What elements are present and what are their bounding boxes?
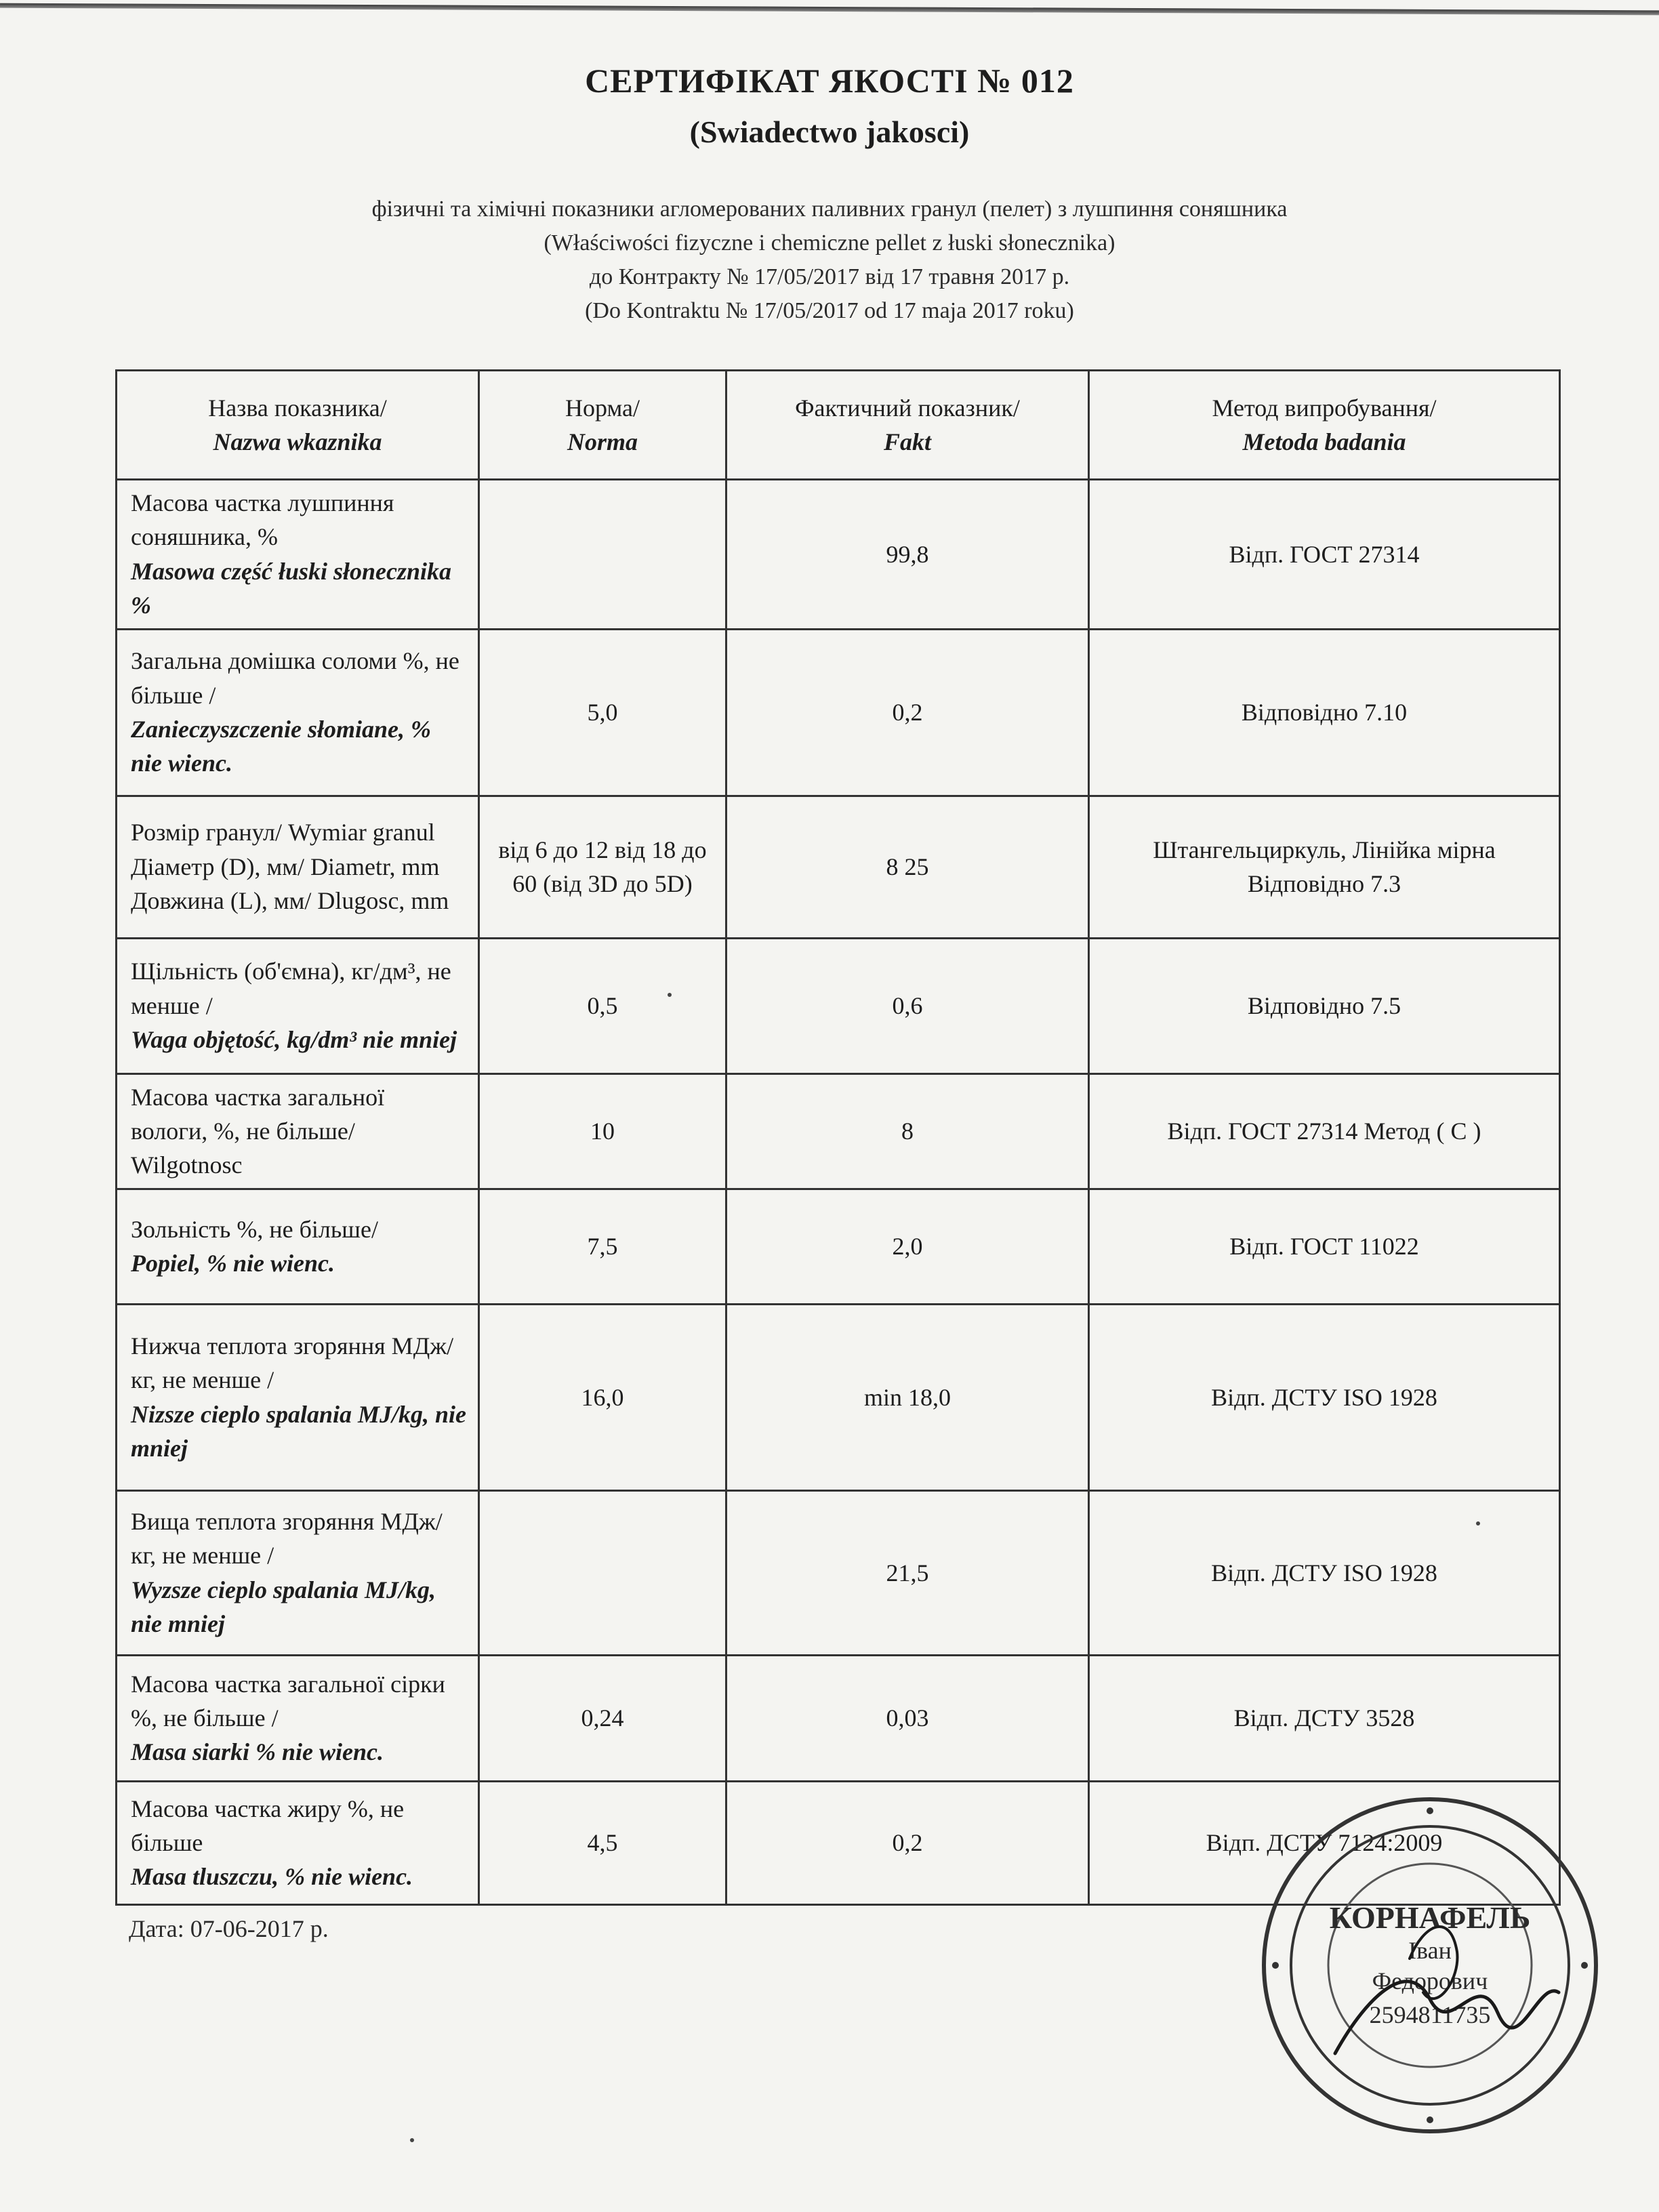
header-name: Назва показника/ Nazwa wkaznika <box>117 371 479 480</box>
table-row <box>117 796 1560 938</box>
method-value: Відп. ДСТУ 3528 <box>1089 1655 1560 1781</box>
description-line-3: до Контракту № 17/05/2017 від 17 травня 2017 р. <box>589 264 1070 289</box>
method-value: Відп. ДСТУ ISO 1928 <box>1089 1304 1560 1490</box>
param-name: Вища теплота згоряння МДж/кг, не менше / Wyzsze cieplo spalania MJ/kg, nie mniej <box>117 1490 479 1655</box>
table-row <box>117 1655 1560 1781</box>
header-method: Метод випробування/ Metoda badania <box>1089 371 1560 480</box>
fakt-value: min 18,0 <box>726 1304 1089 1490</box>
top-border-line <box>0 3 1659 16</box>
method-value: Відп. ДСТУ ISO 1928 <box>1089 1490 1560 1655</box>
fakt-value: 0,6 <box>726 938 1089 1073</box>
document-title: СЕРТИФІКАТ ЯКОСТІ № 012 <box>585 62 1074 100</box>
param-name: Зольність %, не більше/ Popiel, % nie wienc. <box>117 1189 479 1304</box>
stamp-line: КОРНАФЕЛЬ <box>1329 1900 1531 1935</box>
description-line-1: фізичні та хімічні показники агломерованих паливних гранул (пелет) з лушпиння соняшника <box>371 197 1288 222</box>
norma-value: 10 <box>479 1073 726 1189</box>
norma-value: 0,24 <box>479 1655 726 1781</box>
table-header-row <box>117 371 1560 480</box>
header-fakt: Фактичний показник/ Fakt <box>726 371 1089 480</box>
norma-value: 5,0 <box>479 629 726 796</box>
table-row <box>117 1189 1560 1304</box>
param-name: Масова частка лушпиння соняшника, % Masowa część łuski słonecznika % <box>117 480 479 630</box>
quality-table <box>115 369 1561 1906</box>
norma-value: 7,5 <box>479 1189 726 1304</box>
table-row <box>117 480 1560 630</box>
description-line-2: (Właściwości fizyczne i chemiczne pellet z łuski słonecznika) <box>544 230 1115 255</box>
table-row <box>117 1073 1560 1189</box>
round-seal-stamp <box>1254 1789 1606 2142</box>
fakt-value: 2,0 <box>726 1189 1089 1304</box>
table-row <box>117 629 1560 796</box>
method-value: Відповідно 7.5 <box>1089 938 1560 1073</box>
fakt-value: 99,8 <box>726 480 1089 630</box>
certificate-date: Дата: 07-06-2017 р. <box>129 1915 329 1942</box>
norma-value: від 6 до 12 від 18 до 60 (від 3D до 5D) <box>479 796 726 938</box>
header-norma: Норма/ Norma <box>479 371 726 480</box>
fakt-value: 0,2 <box>726 1781 1089 1904</box>
param-name: Масова частка жиру %, не більше Masa tluszczu, % nie wienc. <box>117 1781 479 1904</box>
scan-speck <box>1476 1521 1480 1525</box>
table-row <box>117 1490 1560 1655</box>
description-line-4: (Do Kontraktu № 17/05/2017 od 17 maja 2017 roku) <box>585 298 1074 323</box>
method-value: Штангельциркуль, Лінійка мірна Відповідно 7.3 <box>1089 796 1560 938</box>
param-name: Загальна домішка соломи %, не більше / Zanieczyszczenie słomiane, % nie wienc. <box>117 629 479 796</box>
document-subtitle: (Swiadectwo jakosci) <box>689 115 970 149</box>
param-name: Масова частка загальної вологи, %, не більше/ Wilgotnosc <box>117 1073 479 1189</box>
method-value: Відп. ДСТУ 7124:2009 <box>1089 1781 1560 1904</box>
method-value: Відп. ГОСТ 11022 <box>1089 1189 1560 1304</box>
param-name: Нижча теплота згоряння МДж/кг, не менше / Nizsze cieplo spalania MJ/kg, nie mniej <box>117 1304 479 1490</box>
norma-value: 16,0 <box>479 1304 726 1490</box>
method-value: Відп. ГОСТ 27314 Метод ( С ) <box>1089 1073 1560 1189</box>
stamp-line: Федорович <box>1372 1967 1488 1994</box>
param-name: Розмір гранул/ Wymiar granul Діаметр (D), мм/ Diametr, mm Довжина (L), мм/ Dlugosc, mm <box>117 796 479 938</box>
norma-value: 4,5 <box>479 1781 726 1904</box>
scan-speck <box>410 2138 414 2142</box>
stamp-line: 2594811735 <box>1369 2001 1491 2028</box>
fakt-value: 0,03 <box>726 1655 1089 1781</box>
norma-value: 0,5 <box>479 938 726 1073</box>
norma-value <box>479 480 726 630</box>
fakt-value: 0,2 <box>726 629 1089 796</box>
table-row <box>117 938 1560 1073</box>
method-value: Відп. ГОСТ 27314 <box>1089 480 1560 630</box>
fakt-value: 8 <box>726 1073 1089 1189</box>
norma-value <box>479 1490 726 1655</box>
fakt-value: 21,5 <box>726 1490 1089 1655</box>
table-row <box>117 1304 1560 1490</box>
param-name: Щільність (об'ємна), кг/дм³, не менше / Waga objętość, kg/dm³ nie mniej <box>117 938 479 1073</box>
param-name: Масова частка загальної сірки %, не більше / Masa siarki % nie wienc. <box>117 1655 479 1781</box>
stamp-line: Іван <box>1408 1937 1452 1964</box>
fakt-value: 8 25 <box>726 796 1089 938</box>
method-value: Відповідно 7.10 <box>1089 629 1560 796</box>
scan-speck <box>668 993 672 997</box>
